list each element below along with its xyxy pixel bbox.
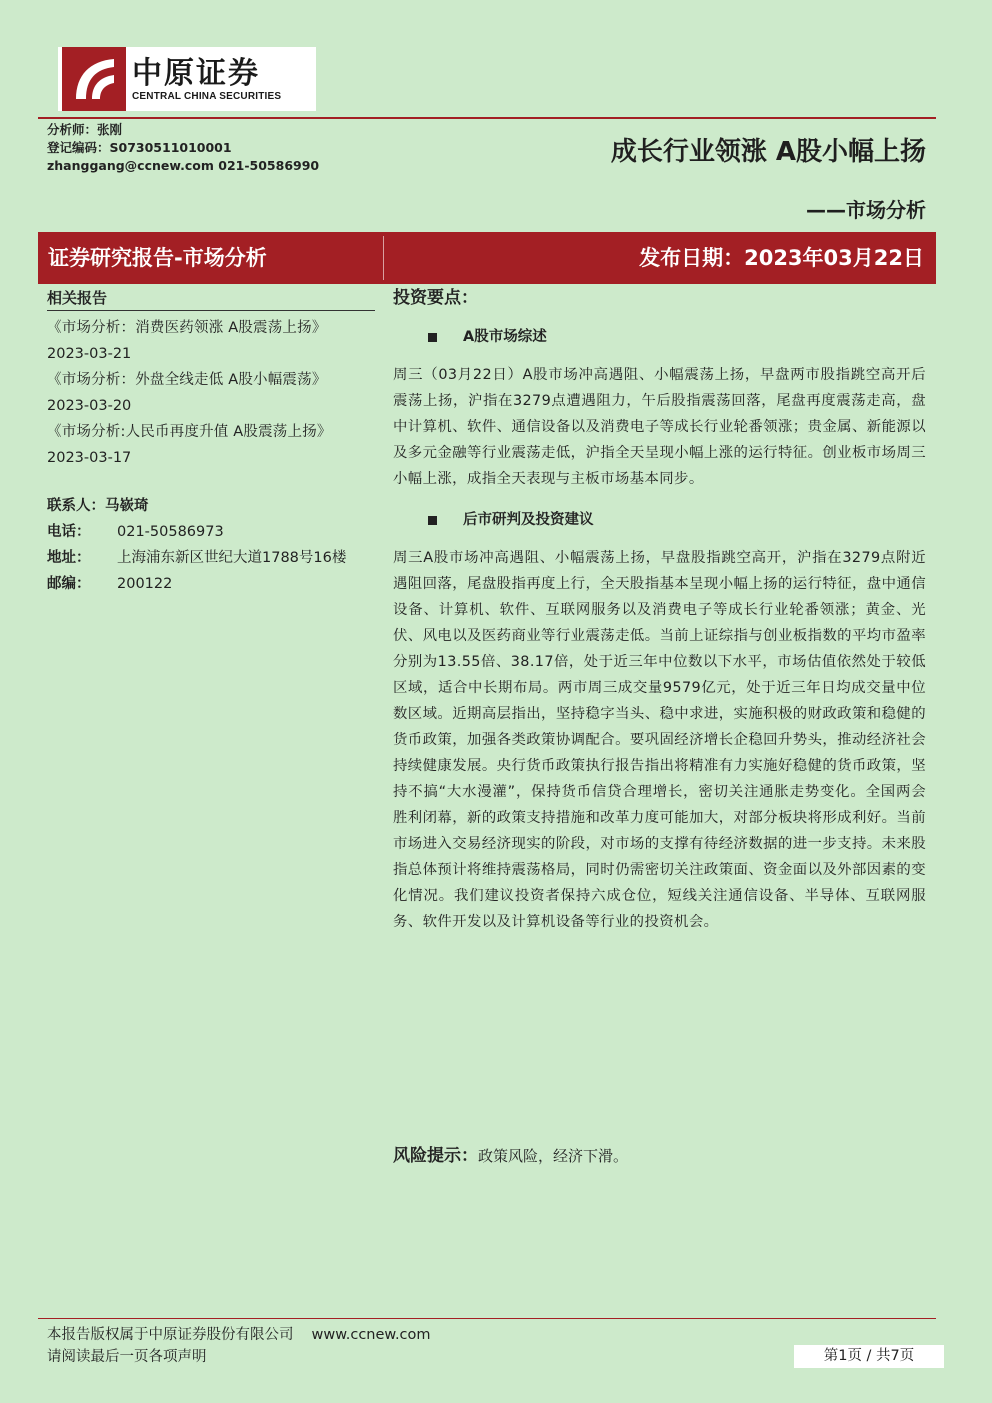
phone-value: 021-50586973	[117, 524, 224, 540]
risk-text: 政策风险，经济下滑。	[478, 1147, 629, 1165]
logo-chinese-name: 中原证券	[132, 55, 260, 91]
contact-address-row	[47, 545, 375, 571]
report-category: 证券研究报告-市场分析	[48, 246, 267, 270]
main-content	[393, 286, 926, 935]
report-title: 成长行业领涨 A股小幅上扬	[610, 137, 926, 167]
address-label: 地址：	[47, 550, 91, 566]
contact-zip-row	[47, 571, 375, 597]
related-report-item[interactable]	[47, 315, 375, 367]
risk-label: 风险提示：	[393, 1146, 478, 1166]
related-reports-heading: 相关报告	[47, 289, 108, 307]
zip-label: 邮编：	[47, 576, 91, 592]
report-banner	[38, 232, 936, 284]
footer-notice: 请阅读最后一页各项声明	[47, 1349, 207, 1365]
report-subtitle: ——市场分析	[806, 198, 926, 222]
section-title: A股市场综述	[463, 329, 547, 345]
related-report-title: 《市场分析：消费医药领涨 A股震荡上扬》	[47, 320, 327, 336]
related-divider	[47, 310, 375, 311]
investment-highlights-heading: 投资要点：	[393, 288, 478, 308]
section-heading	[428, 510, 926, 530]
publish-date: 发布日期：2023年03月22日	[639, 246, 924, 270]
analyst-info	[47, 121, 319, 175]
related-report-title: 《市场分析:人民币再度升值 A股震荡上扬》	[47, 424, 332, 440]
address-value: 上海浦东新区世纪大道1788号16楼	[117, 550, 347, 566]
sidebar	[47, 286, 375, 597]
outlook-paragraph: 周三A股市场冲高遇阻、小幅震荡上扬，早盘股指跳空高开，沪指在3279点附近遇阻回落，尾盘股指再度上行，全天股指基本呈现小幅上扬的运行特征，盘中通信设备、计算机、软件、互联网服务以及消费电子等成长行业轮番领涨；黄金、光伏、风电以及医药商业等行业震荡走低。当前上证综指与创业板指数的平均市盈率分别为13.55倍、38.17倍，处于近三年中位数以下水平，市场估值依然处于较低区域，适合中长期布局。两市周三成交量9579亿元，处于近三年日均成交量中位数区域。近期高层指出，坚持稳字当头、稳中求进，实施积极的财政政策和稳健的货币政策，加强各类政策协调配合。要巩固经济增长企稳回升势头，推动经济社会持续健康发展。央行货币政策执行报告指出将精准有力实施好稳健的货币政策，坚持不搞“大水漫灌”，保持货币信贷合理增长，密切关注通胀走势变化。全国两会胜利闭幕，新的政策支持措施和改革力度可能加大，对部分板块将形成利好。当前市场进入交易经济现实的阶段，对市场的支撑有待经济数据的进一步支持。未来股指总体预计将维持震荡格局，同时仍需密切关注政策面、资金面以及外部因素的变化情况。我们建议投资者保持六成仓位，短线关注通信设备、半导体、互联网服务、软件开发以及计算机设备等行业的投资机会。	[393, 550, 926, 930]
zip-value: 200122	[117, 576, 173, 592]
header-divider	[38, 117, 936, 119]
phone-label: 电话：	[47, 524, 91, 540]
related-reports-list	[47, 315, 375, 471]
contact-person: 联系人：马嵚琦	[47, 498, 149, 514]
square-bullet-icon	[428, 516, 437, 525]
footer-copyright-line	[47, 1324, 431, 1346]
related-report-date: 2023-03-21	[47, 346, 132, 362]
related-report-item[interactable]	[47, 419, 375, 471]
footer-divider	[38, 1318, 936, 1319]
square-bullet-icon	[428, 333, 437, 342]
related-report-title: 《市场分析：外盘全线走低 A股小幅震荡》	[47, 372, 327, 388]
risk-notice	[393, 1143, 628, 1169]
page-number: 第1页 / 共7页	[794, 1345, 944, 1368]
website-link[interactable]: www.ccnew.com	[311, 1327, 431, 1343]
section-heading	[428, 327, 926, 347]
related-report-item[interactable]	[47, 367, 375, 419]
logo-mark-icon	[62, 47, 126, 111]
section-title: 后市研判及投资建议	[463, 512, 594, 528]
contact-info	[47, 493, 375, 597]
analyst-contact: zhanggang@ccnew.com 021-50586990	[47, 158, 320, 173]
contact-phone-row	[47, 519, 375, 545]
market-summary-paragraph: 周三（03月22日）A股市场冲高遇阻、小幅震荡上扬，早盘两市股指跳空高开后震荡上扬，沪指在3279点遭遇阻力，午后股指震荡回落，尾盘再度震荡走高，盘中计算机、软件、通信设备以及消费电子等成长行业轮番领涨；贵金属、新能源以及多元金融等行业震荡走低，沪指全天呈现小幅上涨的运行特征。创业板市场周三小幅上涨，成指全天表现与主板市场基本同步。	[393, 367, 926, 487]
company-logo	[58, 47, 316, 111]
logo-english-name: CENTRAL CHINA SECURITIES	[132, 90, 282, 102]
related-report-date: 2023-03-20	[47, 398, 132, 414]
related-report-date: 2023-03-17	[47, 450, 132, 466]
analyst-registration: 登记编码：S0730511010001	[47, 140, 232, 155]
contact-person-row	[47, 493, 375, 519]
banner-divider	[383, 236, 384, 280]
copyright-text: 本报告版权属于中原证券股份有限公司	[47, 1327, 294, 1343]
analyst-name: 分析师：张刚	[47, 122, 123, 137]
